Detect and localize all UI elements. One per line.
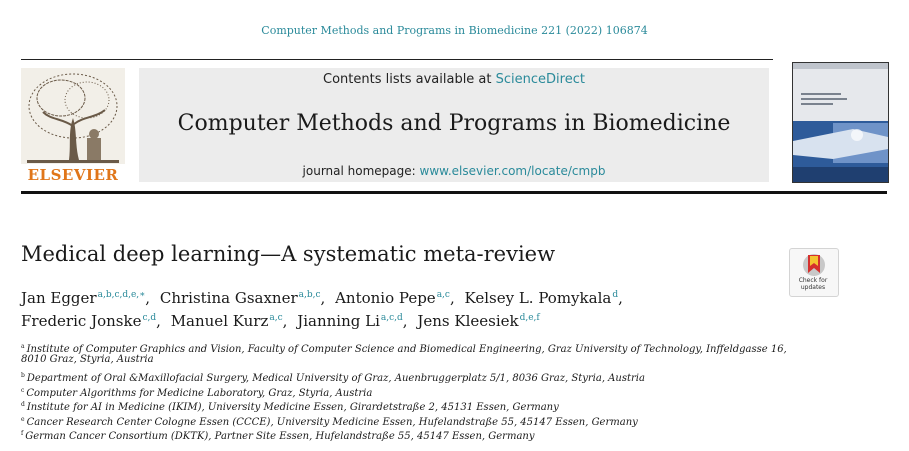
check-line-1: Check for [798,277,828,284]
homepage-prefix: journal homepage: [302,164,416,178]
affiliation-text: Cancer Research Center Cologne Essen (CCCE), University Medicine Essen, Hufelandstraße 55, 45147 Essen, Germany [26,417,638,428]
author-affil-sup[interactable]: d,e,f [519,313,540,323]
author-line-2 [21,312,540,330]
author-name[interactable]: Jianning Li [297,312,380,330]
author-separator: , [156,312,161,330]
author-affil-sup[interactable]: d [612,290,619,300]
author-separator: , [449,289,455,307]
author-affil-sup[interactable]: a,c [269,313,283,323]
contents-line [139,72,769,87]
homepage-line [139,164,769,178]
affiliation-label: b [21,372,25,379]
check-line-2: updates [800,284,826,291]
author-name[interactable]: Manuel Kurz [170,312,269,330]
check-for-updates-label [789,277,837,291]
author-affil-sup[interactable]: a,c [436,290,450,300]
author-name[interactable]: Jens Kleesiek [417,312,519,330]
affiliation-label: d [21,401,25,408]
author-name[interactable]: Frederic Jonske [21,312,142,330]
author-separator: , [618,289,623,307]
author-affil-sup[interactable]: c,d [142,313,157,323]
affiliation-text: Institute of Computer Graphics and Vision, Faculty of Computer Science and Biomedical Engineering, Graz University of Technology, Inffeldgasse 16, [26,344,787,355]
author-separator: , [282,312,288,330]
author-name[interactable]: Antonio Pepe [335,289,436,307]
article-title: Medical deep learning—A systematic meta-review [21,242,556,266]
affiliation-a-cont [21,353,154,366]
header-rule-bottom [21,191,887,194]
author-affil-sup[interactable]: a,c,d [380,313,403,323]
header-rule-top [21,59,773,60]
affiliation-label: e [21,416,25,423]
author-separator: , [320,289,326,307]
contents-prefix: Contents lists available at [323,72,492,87]
bookmark-icon [790,249,838,279]
author-line-1 [21,289,623,307]
affiliation-text: Department of Oral &Maxillofacial Surgery, Medical University of Graz, Auenbruggerplatz 5/1, 8036 Graz, Styria, Austria [26,373,645,384]
journal-cover-image[interactable] [792,62,889,183]
affiliation-b [21,369,645,385]
author-affil-sup[interactable]: a,b,c,d,e,∗ [97,290,146,300]
journal-title: Computer Methods and Programs in Biomedicine [177,111,731,136]
affiliation-label: a [21,343,25,350]
affiliation-text: Institute for AI in Medicine (IKIM), University Medicine Essen, Girardetstraße 2, 45131 Essen, Germany [26,402,559,413]
sciencedirect-link[interactable]: ScienceDirect [495,72,585,87]
author-name[interactable]: Kelsey L. Pomykala [464,289,612,307]
author-separator: , [145,289,151,307]
author-separator: , [402,312,408,330]
affiliation-f [21,427,535,443]
author-affil-sup[interactable]: a,b,c [298,290,321,300]
journal-homepage-link[interactable]: www.elsevier.com/locate/cmpb [419,164,606,178]
affiliation-text: German Cancer Consortium (DKTK), Partner Site Essen, Hufelandstraße 55, 45147 Essen, Germany [25,431,535,442]
author-name[interactable]: Jan Egger [21,289,97,307]
affiliation-d [21,398,559,414]
journal-citation[interactable]: Computer Methods and Programs in Biomedicine 221 (2022) 106874 [261,24,648,37]
affiliation-label: c [21,387,25,394]
publisher-wordmark: ELSEVIER [27,166,119,184]
affiliation-text: 8010 Graz, Styria, Austria [21,354,154,365]
affiliation-text: Computer Algorithms for Medicine Laboratory, Graz, Styria, Austria [26,388,373,399]
author-name[interactable]: Christina Gsaxner [159,289,298,307]
affiliation-label: f [21,430,24,437]
